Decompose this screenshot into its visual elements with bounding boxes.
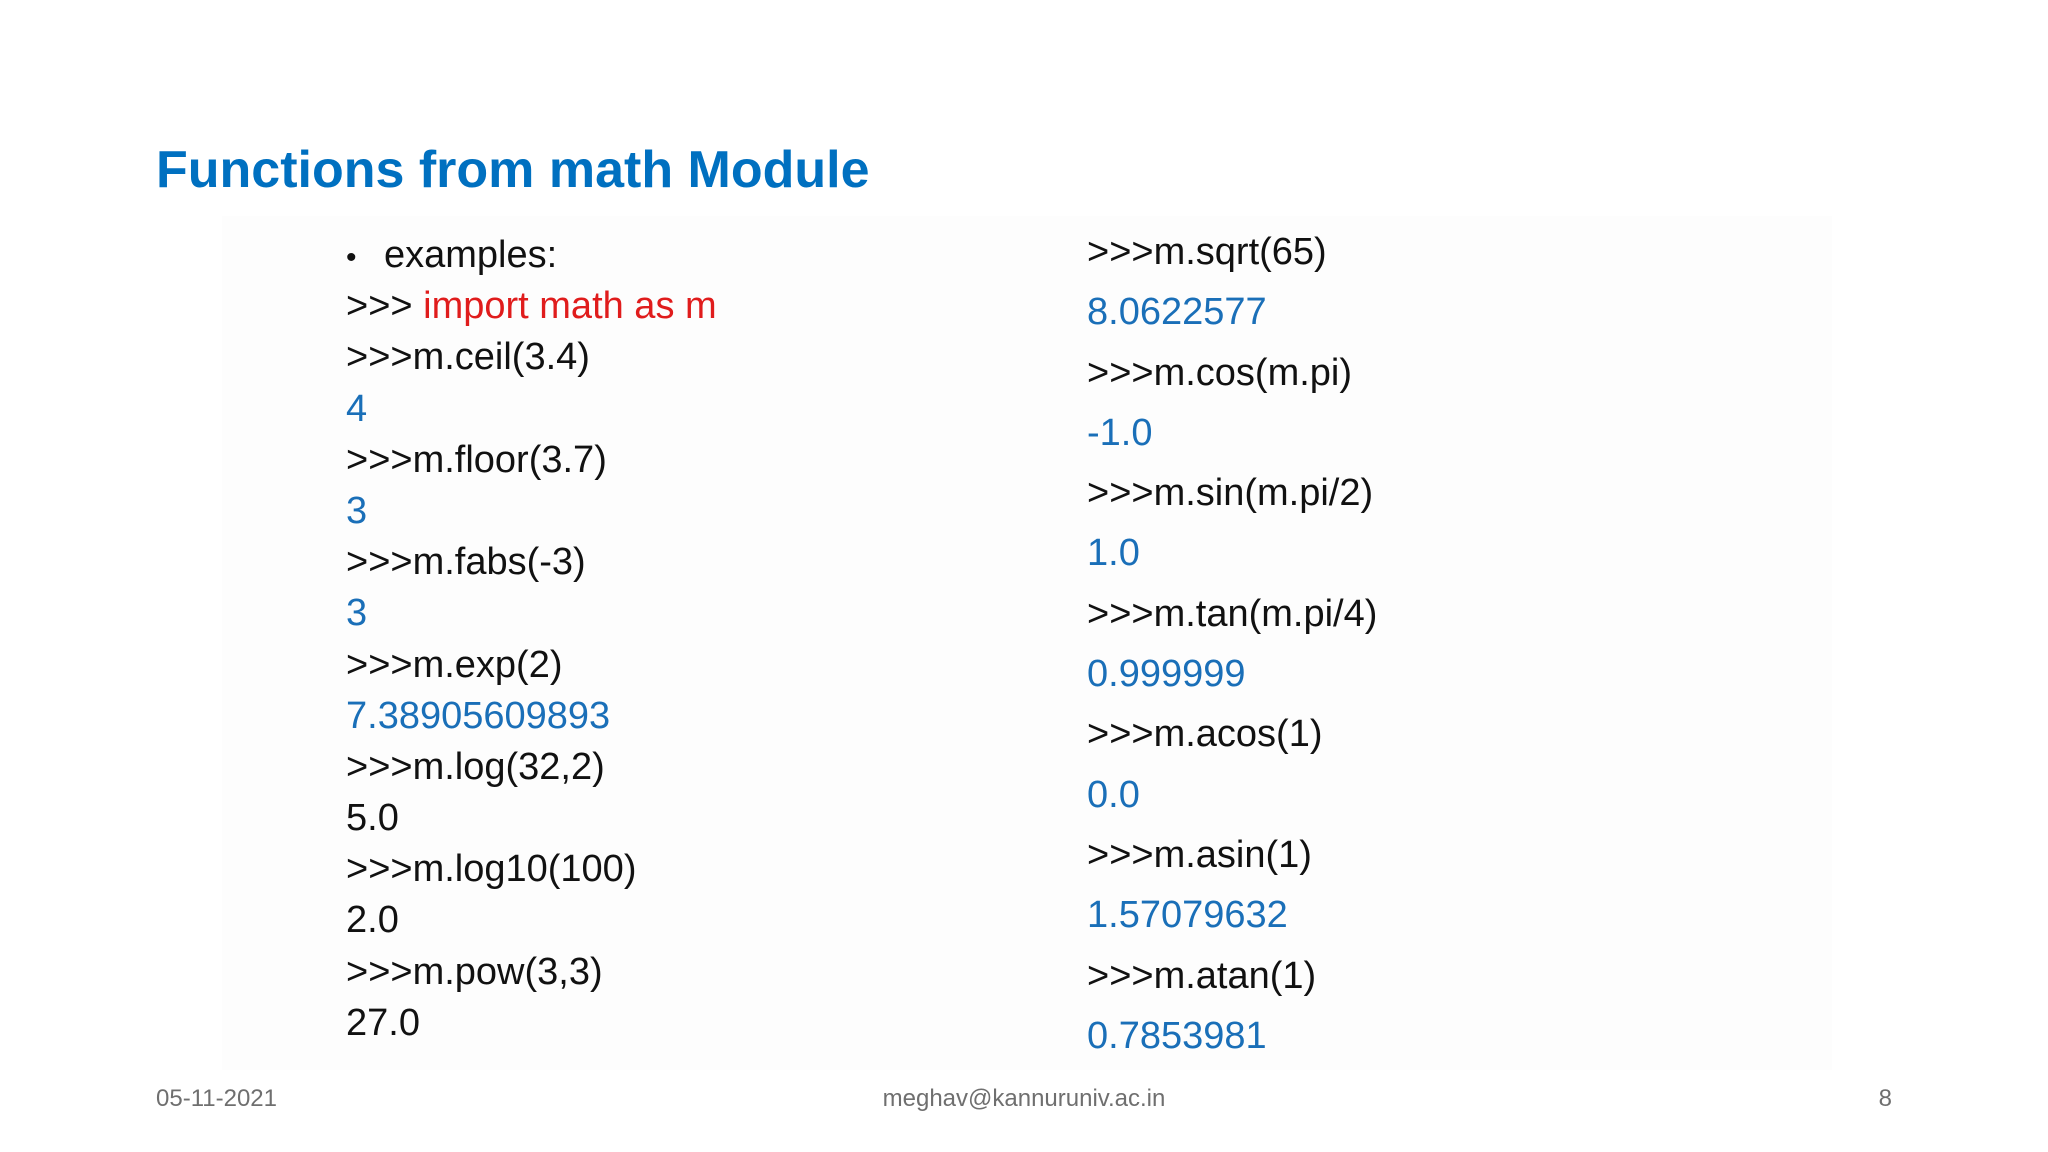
code-input-line: >>>m.log10(100) [346, 848, 637, 891]
code-output-line: 0.0 [1087, 773, 1140, 816]
footer-page-number: 8 [1878, 1085, 1892, 1112]
code-output-line: 3 [346, 592, 368, 635]
code-input-line: 5.0 [346, 797, 399, 840]
code-input-line: >>>m.sin(m.pi/2) [1087, 472, 1374, 515]
code-output-line: 3 [346, 489, 368, 532]
footer-date: 05-11-2021 [156, 1085, 277, 1112]
examples-bullet [346, 230, 717, 281]
code-input-line: >>>m.tan(m.pi/4) [1087, 592, 1378, 635]
code-input-line: >>>m.log(32,2) [346, 745, 605, 788]
code-input-line: >>>m.fabs(-3) [346, 541, 586, 584]
examples-label: examples: [384, 234, 558, 276]
code-input-line: >>>m.floor(3.7) [346, 438, 607, 481]
left-column [346, 230, 717, 1049]
code-output-line: 8.0622577 [1087, 291, 1267, 334]
code-input-line: 2.0 [346, 899, 399, 942]
code-output-line: 4 [346, 387, 368, 430]
import-line [346, 281, 717, 332]
code-input-line: >>>m.asin(1) [1087, 833, 1312, 876]
code-input-line: >>>m.sqrt(65) [1087, 231, 1327, 273]
code-output-line: 0.7853981 [1087, 1014, 1267, 1057]
code-input-line: >>>m.pow(3,3) [346, 950, 603, 993]
code-input-line: >>>m.acos(1) [1087, 713, 1323, 756]
code-output-line: -1.0 [1087, 411, 1153, 454]
code-output-line: 1.0 [1087, 532, 1140, 575]
code-output-line: 0.999999 [1087, 653, 1246, 696]
code-input-line: 27.0 [346, 1001, 420, 1044]
code-input-line: >>>m.cos(m.pi) [1087, 351, 1353, 394]
code-input-line: >>>m.ceil(3.4) [346, 336, 590, 379]
footer-email: meghav@kannuruniv.ac.in [882, 1085, 1166, 1112]
code-input-line: >>>m.exp(2) [346, 643, 563, 686]
import-statement: import math as m [423, 285, 717, 328]
left-code-lines [346, 332, 717, 1049]
right-column [1087, 226, 1377, 1070]
import-prompt: >>> [346, 285, 424, 328]
code-output-line: 1.57079632 [1087, 894, 1288, 937]
slide-title: Functions from math Module [156, 141, 870, 199]
code-output-line: 7.38905609893 [346, 694, 611, 737]
right-code-lines [1087, 226, 1377, 1070]
code-input-line: >>>m.atan(1) [1087, 954, 1317, 997]
bullet-icon: • [346, 241, 357, 274]
